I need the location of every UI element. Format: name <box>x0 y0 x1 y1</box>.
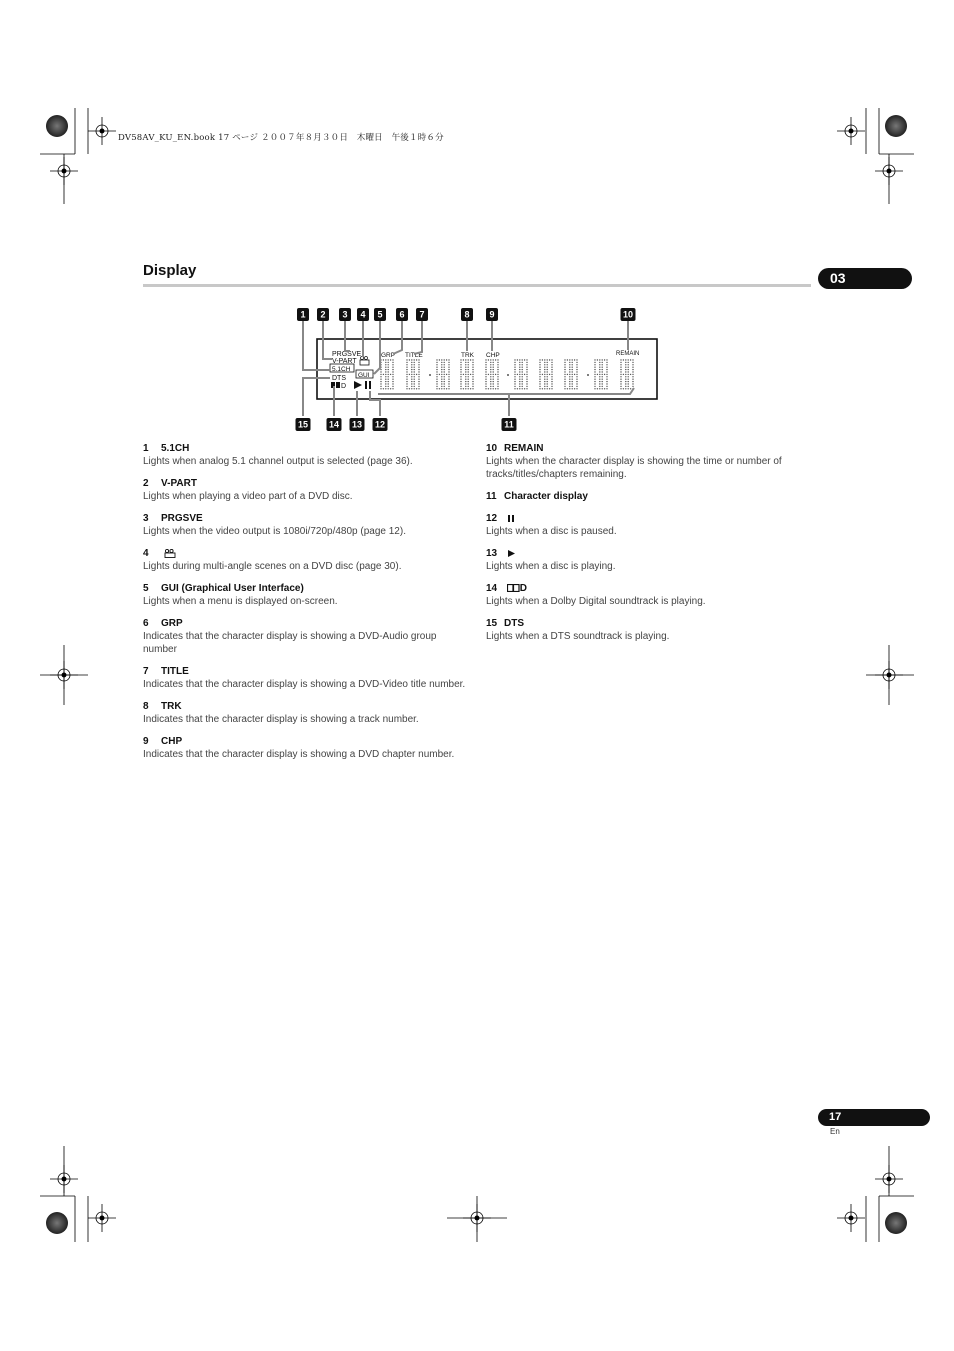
chp-indicator: CHP <box>486 352 500 359</box>
dts-indicator: DTS <box>332 375 346 382</box>
ch51-indicator: 5.1CH <box>332 366 351 373</box>
callout-number: 11 <box>504 419 514 430</box>
play-icon <box>354 381 362 389</box>
character-digit <box>564 359 577 389</box>
entry-description: Lights when a disc is playing. <box>486 561 616 572</box>
callout-number: 14 <box>328 419 340 430</box>
callout-number: 2 <box>320 309 326 320</box>
character-digit <box>380 359 393 389</box>
entry-number: 10 <box>486 443 498 454</box>
entry-title: REMAIN <box>504 443 544 454</box>
entry-number: 4 <box>143 548 149 559</box>
legend-entry-pause <box>486 512 816 538</box>
legend-entry-v-part <box>143 477 473 503</box>
file-header: DV58AV_KU_EN.book 17 ページ ２００７年８月３０日 木曜日 午後１時６分 <box>118 133 444 143</box>
registration-mark-icon <box>837 1204 865 1232</box>
callout-number: 12 <box>374 419 386 430</box>
registration-rosette-icon <box>46 1212 68 1234</box>
entry-description: Indicates that the character display is showing a DVD-Audio group number <box>143 631 437 655</box>
callout-badge-8 <box>461 308 473 321</box>
legend-entry-dolby-digital <box>486 582 816 608</box>
page-number: 17 <box>818 1109 930 1126</box>
trk-indicator: TRK <box>461 352 474 359</box>
callout-number: 6 <box>399 309 405 320</box>
entry-description: Lights when a Dolby Digital soundtrack is playing. <box>486 596 706 607</box>
separator-dot <box>429 374 431 376</box>
callout-number: 3 <box>342 309 348 320</box>
camera-icon <box>360 360 369 365</box>
entry-number: 9 <box>143 736 149 747</box>
callout-badge-10 <box>621 308 636 321</box>
entry-description: Lights when the video output is 1080i/720p/480p (page 12). <box>143 526 406 537</box>
grp-indicator: GRP <box>381 352 396 359</box>
entry-number: 11 <box>486 491 497 502</box>
entry-number: 14 <box>486 583 498 594</box>
pause-icon <box>507 514 515 522</box>
entry-title: D <box>519 583 528 594</box>
vpart-indicator: V-PART <box>332 358 357 365</box>
title-rule <box>143 284 811 287</box>
legend-entry-trk <box>143 700 473 726</box>
entry-number: 6 <box>143 618 149 629</box>
dolby-indicator: D <box>341 383 347 390</box>
legend-entry-prgsve <box>143 512 473 538</box>
entry-title: 5.1CH <box>161 443 190 454</box>
callout-badge-11 <box>502 418 517 431</box>
legend-entry-angle <box>143 547 473 573</box>
callout-number: 8 <box>464 309 470 320</box>
entry-number: 1 <box>143 443 149 454</box>
pause-icon <box>365 381 367 389</box>
callout-number: 9 <box>489 309 495 320</box>
entry-title: TITLE <box>161 666 189 677</box>
entry-description: Lights during multi-angle scenes on a DVD disc (page 30). <box>143 561 402 572</box>
separator-dot <box>507 374 509 376</box>
entry-description: Lights when playing a video part of a DVD disc. <box>143 491 353 502</box>
callout-badge-13 <box>350 418 365 431</box>
callout-number: 10 <box>622 309 634 320</box>
entry-number: 12 <box>486 513 498 524</box>
callout-badge-7 <box>416 308 428 321</box>
entry-number: 13 <box>486 548 498 559</box>
callout-badge-3 <box>339 308 351 321</box>
callout-badge-12 <box>373 418 388 431</box>
legend-entry-play <box>486 547 816 573</box>
entry-number: 2 <box>143 478 149 489</box>
title-indicator: TITLE <box>405 352 423 359</box>
callout-badge-5 <box>374 308 386 321</box>
entry-title: GUI (Graphical User Interface) <box>161 583 304 594</box>
entry-description: Lights when the character display is showing the time or number of tracks/titles/chapters remaining. <box>486 456 782 480</box>
entry-description: Indicates that the character display is showing a track number. <box>143 714 419 725</box>
entry-title: V-PART <box>161 478 197 489</box>
entry-description: Lights when analog 5.1 channel output is selected (page 36). <box>143 456 413 467</box>
entry-title: DTS <box>504 618 524 629</box>
gui-indicator: GUI <box>358 372 370 379</box>
character-display <box>380 359 633 389</box>
entry-number: 7 <box>143 666 149 677</box>
legend-entry-5-1ch <box>143 442 473 468</box>
entry-number: 15 <box>486 618 498 629</box>
legend-entry-character-display <box>486 490 816 503</box>
legend-column-right <box>486 442 816 652</box>
page-title: Display <box>143 262 197 279</box>
display-panel <box>317 339 657 399</box>
character-digit <box>436 359 449 389</box>
character-digit <box>514 359 527 389</box>
entry-title: PRGSVE <box>161 513 203 524</box>
character-digit <box>460 359 473 389</box>
page-language: En <box>830 1127 840 1136</box>
entry-title: TRK <box>161 701 182 712</box>
legend-entry-grp <box>143 617 473 656</box>
callout-number: 5 <box>377 309 383 320</box>
remain-indicator: REMAIN <box>616 351 640 357</box>
character-digit <box>594 359 607 389</box>
entry-description: Indicates that the character display is showing a DVD-Video title number. <box>143 679 466 690</box>
entry-number: 5 <box>143 583 149 594</box>
legend-column-left <box>143 442 473 770</box>
character-digit <box>406 359 419 389</box>
front-panel-diagram <box>290 302 660 438</box>
registration-mark-icon <box>88 1204 116 1232</box>
legend-entry-chp <box>143 735 473 761</box>
legend-entry-dts <box>486 617 816 643</box>
callout-badge-14 <box>327 418 342 431</box>
entry-title: Character display <box>504 491 588 502</box>
entry-description: Lights when a menu is displayed on-screen. <box>143 596 338 607</box>
entry-description: Lights when a disc is paused. <box>486 526 617 537</box>
dolby-icon <box>507 584 520 592</box>
callout-number: 4 <box>360 309 366 320</box>
callout-badge-15 <box>296 418 311 431</box>
entry-title: GRP <box>161 618 183 629</box>
entry-number: 3 <box>143 513 149 524</box>
chapter-tab: 03 <box>818 268 912 289</box>
callout-badge-1 <box>297 308 309 321</box>
camera-icon <box>164 549 176 558</box>
callout-badge-2 <box>317 308 329 321</box>
callout-number: 1 <box>300 309 306 320</box>
callout-badge-9 <box>486 308 498 321</box>
entry-number: 8 <box>143 701 149 712</box>
prgsve-indicator: PRGSVE <box>332 351 362 358</box>
entry-description: Lights when a DTS soundtrack is playing. <box>486 631 670 642</box>
registration-rosette-icon <box>46 115 68 137</box>
character-digit <box>485 359 498 389</box>
registration-mark-icon <box>88 117 116 145</box>
separator-dot <box>587 374 589 376</box>
callout-number: 7 <box>419 309 425 320</box>
registration-mark-icon <box>837 117 865 145</box>
callout-number: 13 <box>351 419 363 430</box>
registration-rosette-icon <box>885 1212 907 1234</box>
character-digit <box>620 359 633 389</box>
legend-entry-title <box>143 665 473 691</box>
callout-badge-6 <box>396 308 408 321</box>
play-icon <box>507 549 516 557</box>
legend-entry-gui <box>143 582 473 608</box>
entry-title: CHP <box>161 736 183 747</box>
callout-number: 15 <box>297 419 309 430</box>
character-digit <box>539 359 552 389</box>
entry-description: Indicates that the character display is showing a DVD chapter number. <box>143 749 455 760</box>
registration-rosette-icon <box>885 115 907 137</box>
legend-entry-remain <box>486 442 816 481</box>
callout-badge-4 <box>357 308 369 321</box>
